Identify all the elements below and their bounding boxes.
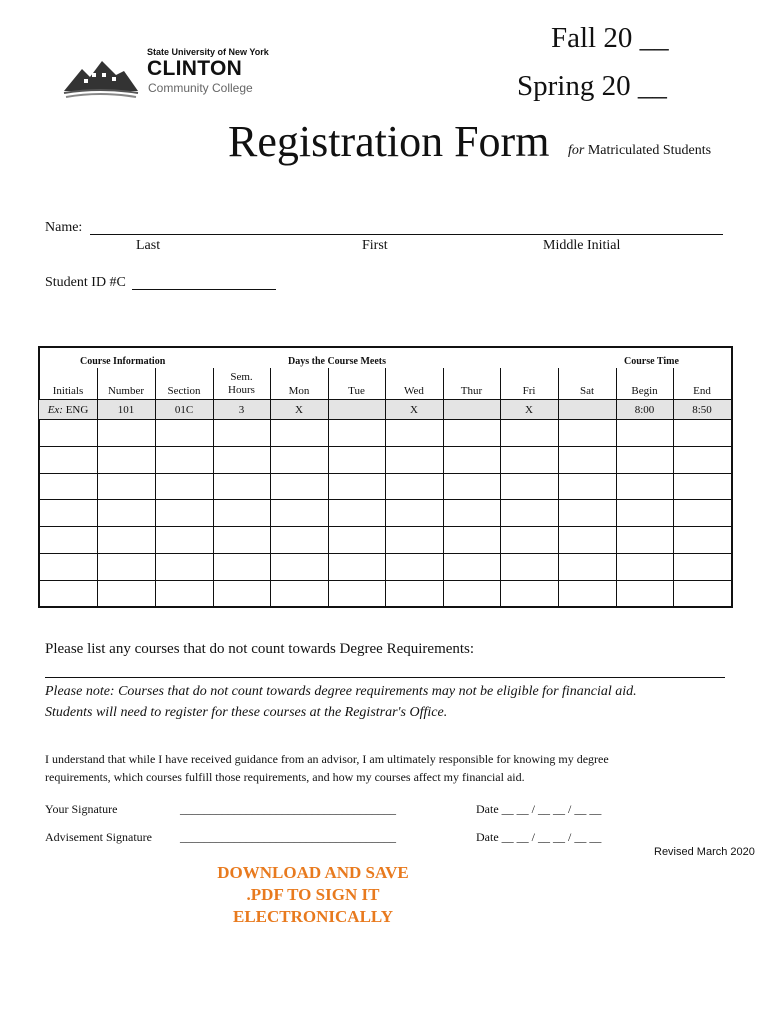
course-cell-sat[interactable] [558, 553, 616, 580]
revised-date: Revised March 2020 [654, 846, 755, 858]
course-cell-number[interactable] [97, 473, 155, 499]
course-cell-initials[interactable] [39, 473, 97, 499]
course-cell-wed[interactable] [385, 446, 443, 473]
course-cell-tue[interactable] [328, 446, 385, 473]
column-header-wed: Wed [404, 385, 424, 397]
example-cell-fri: X [525, 404, 533, 416]
example-prefix: Ex: [47, 404, 63, 416]
logo-suny-text: State University of New York [147, 47, 269, 57]
course-cell-number[interactable] [97, 553, 155, 580]
group-course-information: Course Information [80, 356, 166, 367]
course-cell-begin[interactable] [616, 580, 673, 606]
name-first-label: First [362, 238, 388, 253]
student-id-field[interactable] [132, 289, 276, 290]
course-cell-wed[interactable] [385, 419, 443, 446]
course-cell-sem-hours[interactable] [213, 473, 270, 499]
column-header-fri: Fri [522, 385, 536, 397]
course-cell-begin[interactable] [616, 526, 673, 553]
advisement-signature-label: Advisement Signature [45, 830, 152, 844]
example-cell-initials: Ex: ENG [47, 404, 89, 416]
page-title: Registration Form [228, 117, 550, 166]
course-cell-fri[interactable] [500, 499, 558, 526]
your-signature-date-field[interactable]: Date __ __ / __ __ / __ __ [476, 802, 602, 816]
note-line-1: Please note: Courses that do not count towards degree requirements may not be eligible for financial aid. [45, 684, 637, 699]
course-cell-initials[interactable] [39, 526, 97, 553]
column-header-thur: Thur [460, 385, 483, 397]
course-cell-begin[interactable] [616, 553, 673, 580]
advisement-signature-field[interactable]: ____________________________________ [180, 830, 396, 844]
example-cell-sem-hours: 3 [238, 404, 245, 416]
download-notice[interactable] [190, 862, 436, 928]
course-cell-wed[interactable] [385, 499, 443, 526]
example-cell-number: 101 [117, 404, 135, 416]
course-cell-fri[interactable] [500, 553, 558, 580]
course-cell-number[interactable] [97, 446, 155, 473]
course-cell-sem-hours[interactable] [213, 553, 270, 580]
group-course-time: Course Time [624, 356, 679, 367]
course-cell-initials[interactable] [39, 580, 97, 606]
course-cell-end[interactable] [673, 553, 731, 580]
example-cell-end: 8:50 [692, 404, 712, 416]
course-cell-fri[interactable] [500, 473, 558, 499]
course-cell-end[interactable] [673, 446, 731, 473]
course-cell-mon[interactable] [270, 526, 328, 553]
course-cell-number[interactable] [97, 526, 155, 553]
student-id-label: Student ID #C [45, 275, 126, 290]
name-last-label: Last [136, 238, 161, 253]
course-cell-wed[interactable] [385, 553, 443, 580]
column-header-sem-hours: Sem. Hours [228, 371, 255, 396]
course-cell-tue[interactable] [328, 473, 385, 499]
course-cell-number[interactable] [97, 580, 155, 606]
course-cell-tue[interactable] [328, 419, 385, 446]
course-cell-sem-hours[interactable] [213, 446, 270, 473]
download-line-3: ELECTRONICALLY [233, 907, 393, 926]
course-cell-begin[interactable] [616, 446, 673, 473]
course-cell-begin[interactable] [616, 473, 673, 499]
course-cell-end[interactable] [673, 499, 731, 526]
logo-clinton-text: CLINTON [147, 57, 243, 80]
example-cell-wed: X [410, 404, 418, 416]
advisement-signature-date-field[interactable]: Date __ __ / __ __ / __ __ [476, 830, 602, 844]
download-line-1: DOWNLOAD AND SAVE [217, 863, 409, 882]
degree-requirements-field[interactable] [45, 677, 725, 678]
course-cell-mon[interactable] [270, 473, 328, 499]
logo-community-college-text: Community College [148, 81, 253, 95]
course-cell-number[interactable] [97, 499, 155, 526]
column-header-end: End [693, 385, 711, 397]
term-fall[interactable]: Fall 20 __ [551, 22, 669, 54]
course-cell-sem-hours[interactable] [213, 580, 270, 606]
degree-requirements-prompt: Please list any courses that do not count towards Degree Requirements: [45, 641, 475, 657]
course-cell-wed[interactable] [385, 580, 443, 606]
course-cell-section[interactable] [155, 419, 213, 446]
course-cell-section[interactable] [155, 526, 213, 553]
college-logo-icon [62, 53, 140, 101]
term-spring[interactable]: Spring 20 __ [517, 70, 667, 102]
acknowledgement-line-2: requirements, which courses fulfill those requirements, and how my courses affect my financial aid. [45, 770, 525, 784]
course-cell-end[interactable] [673, 526, 731, 553]
course-cell-section[interactable] [155, 553, 213, 580]
course-cell-initials[interactable] [39, 419, 97, 446]
column-header-tue: Tue [348, 385, 365, 397]
course-cell-thur[interactable] [443, 473, 500, 499]
name-label: Name: [45, 220, 83, 235]
course-cell-end[interactable] [673, 580, 731, 606]
course-cell-sem-hours[interactable] [213, 419, 270, 446]
course-cell-begin[interactable] [616, 499, 673, 526]
course-cell-tue[interactable] [328, 553, 385, 580]
column-header-sat: Sat [579, 385, 595, 397]
course-cell-mon[interactable] [270, 419, 328, 446]
course-cell-fri[interactable] [500, 526, 558, 553]
course-cell-wed[interactable] [385, 526, 443, 553]
course-cell-sat[interactable] [558, 580, 616, 606]
course-cell-begin[interactable] [616, 419, 673, 446]
column-header-section: Section [167, 385, 201, 397]
course-cell-mon[interactable] [270, 580, 328, 606]
course-cell-mon[interactable] [270, 446, 328, 473]
course-cell-section[interactable] [155, 499, 213, 526]
course-cell-tue[interactable] [328, 499, 385, 526]
acknowledgement-line-1: I understand that while I have received guidance from an advisor, I am ultimately responsible for knowing my degree [45, 752, 609, 766]
course-cell-sem-hours[interactable] [213, 499, 270, 526]
course-cell-number[interactable] [97, 419, 155, 446]
course-cell-thur[interactable] [443, 499, 500, 526]
course-cell-mon[interactable] [270, 553, 328, 580]
course-cell-thur[interactable] [443, 446, 500, 473]
course-cell-thur[interactable] [443, 580, 500, 606]
course-cell-sem-hours[interactable] [213, 526, 270, 553]
course-cell-section[interactable] [155, 580, 213, 606]
course-cell-thur[interactable] [443, 419, 500, 446]
column-header-number: Number [107, 385, 145, 397]
your-signature-label: Your Signature [45, 802, 118, 816]
course-cell-section[interactable] [155, 473, 213, 499]
course-cell-sat[interactable] [558, 446, 616, 473]
subtitle-for: for [568, 143, 585, 158]
course-cell-fri[interactable] [500, 419, 558, 446]
download-line-2: .PDF TO SIGN IT [246, 885, 380, 904]
column-header-initials: Initials [52, 385, 84, 397]
name-middle-label: Middle Initial [543, 238, 621, 253]
course-cell-sat[interactable] [558, 473, 616, 499]
course-cell-tue[interactable] [328, 526, 385, 553]
subtitle-rest: Matriculated Students [584, 143, 712, 158]
course-cell-end[interactable] [673, 473, 731, 499]
column-header-begin: Begin [631, 385, 658, 397]
page-subtitle [568, 143, 711, 159]
course-cell-wed[interactable] [385, 473, 443, 499]
example-cell-mon: X [295, 404, 303, 416]
table-row-divider [39, 399, 731, 400]
course-cell-sat[interactable] [558, 499, 616, 526]
name-field[interactable] [90, 234, 723, 235]
course-cell-thur[interactable] [443, 526, 500, 553]
course-cell-fri[interactable] [500, 446, 558, 473]
course-cell-end[interactable] [673, 419, 731, 446]
course-cell-sat[interactable] [558, 526, 616, 553]
course-cell-initials[interactable] [39, 446, 97, 473]
course-cell-fri[interactable] [500, 580, 558, 606]
course-cell-mon[interactable] [270, 499, 328, 526]
course-cell-initials[interactable] [39, 553, 97, 580]
example-cell-section: 01C [174, 404, 194, 416]
column-header-mon: Mon [288, 385, 310, 397]
course-cell-tue[interactable] [328, 580, 385, 606]
your-signature-field[interactable]: ____________________________________ [180, 802, 396, 816]
course-cell-section[interactable] [155, 446, 213, 473]
example-cell-begin: 8:00 [634, 404, 655, 416]
course-cell-initials[interactable] [39, 499, 97, 526]
group-days-course-meets: Days the Course Meets [288, 356, 387, 367]
note-line-2: Students will need to register for these courses at the Registrar's Office. [45, 705, 448, 720]
course-cell-thur[interactable] [443, 553, 500, 580]
course-cell-sat[interactable] [558, 419, 616, 446]
